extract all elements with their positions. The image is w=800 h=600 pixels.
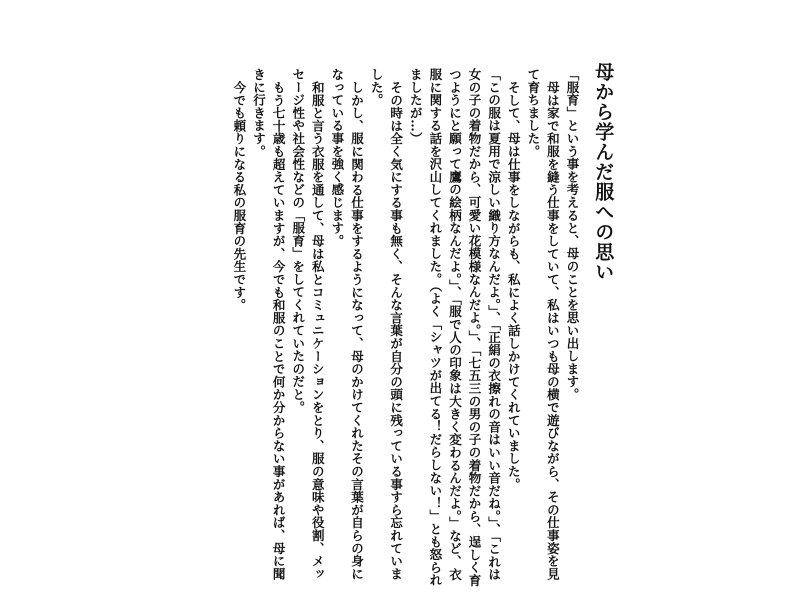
- paragraph: 「服育」という事を考えると、母のことを思い出します。: [565, 68, 580, 401]
- paragraph: そして、母は仕事をしながらも、私によく話しかけてくれていました。: [506, 80, 522, 491]
- article-body: [229, 68, 582, 588]
- paragraph: 「この服は夏用で涼しい織り方なんだよ。」、「正絹の衣擦れの音はいい音だね。」、「これは女の子の着物だから、可愛い花模様なんだよ。」、「七五三の男の子の着物だから、逞しく育つようにと願って鷹の絵柄なんだよ。」、「服で人の印象は大きく変わるんだよ。」など、衣服に関する話を沢山してくれました。（よく「シャツが出てる！だらしない！」とも怒られましたが…）: [408, 68, 502, 587]
- paragraph: 母は家で和服を縫う仕事をしていて、私はいつも母の横で遊びながら、その仕事姿を見て育ちました。: [525, 68, 561, 580]
- paragraph: 和服と言う衣服を通して、母は私とコミュニケーションをとり、服の意味や役割、メッセージ性や社会性などの「服育」をしてくれていたのだと。: [290, 68, 326, 580]
- paragraph: 今でも頼りになる私の服育の先生です。: [231, 80, 247, 311]
- paragraph: しかし、服に関わる仕事をするようになって、母のかけてくれたその言葉が自らの身になっている事を強く感じます。: [329, 68, 365, 580]
- paragraph: その時は全く気にする事も無く、そんな言葉が自分の頭に残っている事すら忘れていました。: [369, 68, 404, 580]
- page-title: 母から学んだ服への思い: [592, 62, 615, 282]
- paragraph: もう七十歳も超えていますが、今でも和服のことで何か分からない事があれば、母に聞きに行きます。: [251, 68, 287, 580]
